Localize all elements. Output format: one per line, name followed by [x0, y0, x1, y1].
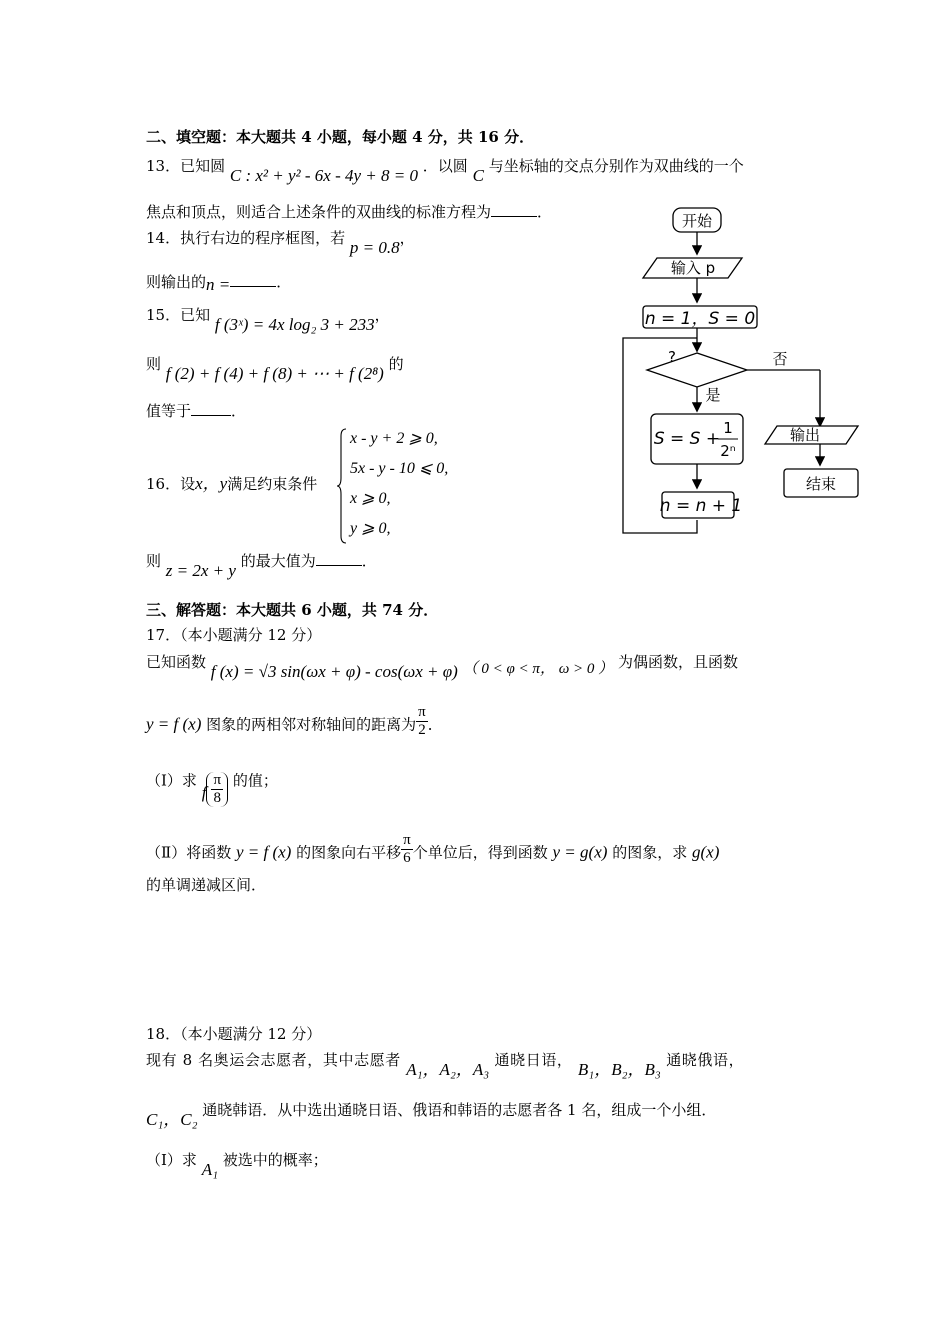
q14-n: n = — [206, 275, 231, 294]
flowchart-yes-label: 是 — [705, 386, 721, 404]
q17-part2-text2: 个单位后，得到函数 — [412, 843, 548, 862]
q18-title: 18．（本小题满分 12 分） — [146, 1025, 322, 1043]
q13-end: ． — [537, 203, 553, 221]
q17-line2 — [146, 704, 443, 743]
q14-line2 — [146, 272, 291, 292]
section2-heading: 二、填空题：本大题共 4 小题，每小题 4 分，共 16 分． — [146, 128, 535, 146]
flowchart-update-s-den: 2ⁿ — [720, 442, 736, 460]
q16-brace-svg — [337, 428, 347, 544]
q13-num: 13．已知圆 — [146, 157, 226, 175]
q17-part1-frac-den: 8 — [213, 790, 221, 806]
q17-part2-label: （Ⅱ）将函数 — [146, 843, 232, 862]
q18-part1 — [146, 1150, 328, 1179]
q18-line2 — [146, 1100, 717, 1129]
q15-line2 — [146, 354, 404, 383]
q17-part1 — [146, 764, 278, 806]
q17-part1-label: （Ⅰ）求 — [146, 771, 197, 790]
q16-brace — [337, 428, 347, 544]
q17-function: f (x) = √3 sin(ωx + φ) - cos(ωx + φ) — [210, 662, 458, 681]
flowchart-init-label: n = 1，S = 0 — [644, 309, 756, 329]
q17-part2-text3: 的图象，求 — [612, 843, 688, 862]
q17-part2-fraction — [401, 832, 413, 867]
q17-text1: 已知函数 — [146, 653, 207, 671]
q14-p-eq: p = 0.8 — [349, 238, 400, 257]
q15-end: ． — [231, 402, 247, 420]
q17-part1-f: f — [201, 782, 207, 802]
q13-line1 — [146, 156, 744, 185]
q18-c: C₁，C₂ — [146, 1110, 198, 1129]
q16-text1: 满足约束条件 — [227, 475, 318, 493]
q17-part1-frac-num: π — [213, 772, 222, 788]
q16-constraint-3: x ⩾ 0, — [350, 490, 391, 507]
q13-line2 — [146, 202, 552, 222]
q16-text2: 的最大值为 — [240, 552, 316, 570]
q13-circle-eq: C : x² + y² - 6x - 4y + 8 = 0 — [229, 166, 418, 185]
q13-answer-blank[interactable] — [491, 202, 537, 217]
q18-text2: 通晓日语， — [494, 1051, 573, 1069]
q16-line2 — [146, 551, 377, 580]
q17-line1 — [146, 652, 738, 681]
q15-num: 15．已知 — [146, 306, 211, 324]
q15-ze: 则 — [146, 355, 162, 373]
q16-constraint-1: x - y + 2 ⩾ 0, — [350, 430, 438, 447]
q17-frac-den: 2 — [418, 722, 426, 738]
flowchart-no-label: 否 — [772, 350, 788, 368]
q18-a: A₁，A₂，A₃ — [406, 1060, 490, 1079]
q18-part1-end: 被选中的概率； — [222, 1151, 328, 1169]
q14-text2: 则输出的 — [146, 273, 207, 291]
q14-num: 14．执行右边的程序框图，若 — [146, 229, 346, 247]
q13-text1: ．以圆 — [422, 157, 468, 175]
q15-sum: f (2) + f (4) + f (8) + ⋯ + f (2⁸) — [165, 364, 384, 383]
q14-comma: ， — [399, 229, 415, 247]
flowchart-start-label: 开始 — [681, 212, 713, 230]
flowchart-update-n-label: n = n + 1 — [659, 496, 743, 516]
q13-c: C — [472, 166, 484, 185]
q17-part1-fraction — [211, 772, 223, 807]
q17-part2-g: y = g(x) — [552, 842, 608, 862]
q17-end: ． — [427, 715, 443, 734]
q17-part2-text1: 的图象向右平移 — [296, 843, 402, 862]
q13-text2: 与坐标轴的交点分别作为双曲线的一个 — [488, 157, 744, 175]
q18-part1-label: （Ⅰ）求 — [146, 1151, 197, 1169]
q14-answer-blank[interactable] — [230, 272, 276, 287]
q17-text3: 图象的两相邻对称轴间的距离为 — [206, 715, 417, 734]
q17-part2-frac-den: 6 — [403, 850, 411, 866]
flowchart-decision-label: ? — [668, 348, 676, 366]
q13-text3: 焦点和顶点，则适合上述条件的双曲线的标准方程为 — [146, 203, 492, 221]
q17-title: 17．（本小题满分 12 分） — [146, 626, 322, 644]
q16-xy: x，y — [195, 474, 228, 493]
q18-part1-a: A₁ — [201, 1160, 219, 1179]
q15-line1 — [146, 305, 390, 334]
q17-y: y = f (x) — [146, 714, 202, 734]
q16-line1 — [146, 474, 317, 494]
q14-end: ． — [276, 273, 292, 291]
flowchart-decision-box — [647, 353, 747, 387]
q17-part2-frac-num: π — [403, 832, 411, 848]
flowchart — [615, 200, 875, 545]
flowchart-end-label: 结束 — [805, 475, 837, 493]
q17-part2-y: y = f (x) — [235, 842, 292, 862]
q16-z: z = 2x + y — [165, 561, 236, 580]
q18-b: B₁，B₂，B₃ — [577, 1060, 661, 1079]
q15-comma: ， — [374, 306, 390, 324]
q17-part2-gx: g(x) — [691, 842, 720, 862]
q18-text1: 现有 8 名奥运会志愿者，其中志愿者 — [146, 1051, 401, 1069]
q16-constraint-4: y ⩾ 0, — [350, 520, 391, 537]
q17-part2-line2: 的单调递减区间． — [146, 876, 267, 894]
q16-end: ． — [361, 552, 377, 570]
q18-line1 — [146, 1050, 745, 1079]
q17-frac-num: π — [418, 704, 426, 720]
q15-de: 的 — [388, 355, 404, 373]
q15-line3 — [146, 401, 246, 421]
q18-text4: 通晓韩语．从中选出通晓日语、俄语和韩语的志愿者各 1 名，组成一个小组． — [202, 1101, 717, 1119]
q17-part1-end: 的值； — [232, 771, 278, 790]
q16-ze: 则 — [146, 552, 162, 570]
flowchart-update-s-left: S = S + — [653, 429, 721, 449]
q15-answer-blank[interactable] — [191, 401, 231, 416]
q15-text3: 值等于 — [146, 402, 192, 420]
q17-part2 — [146, 832, 720, 871]
q15-f-eq: f (3ˣ) = 4x log₂ 3 + 233 — [214, 315, 375, 334]
section3-heading: 三、解答题：本大题共 6 小题，共 74 分． — [146, 601, 439, 619]
q16-answer-blank[interactable] — [316, 551, 362, 566]
flowchart-update-s-num: 1 — [723, 419, 733, 437]
q17-condition: （ 0 < φ < π， ω > 0 ） — [462, 661, 614, 677]
q14-line1 — [146, 228, 415, 257]
q17-text2: 为偶函数，且函数 — [617, 653, 738, 671]
q16-constraint-2: 5x - y - 10 ⩽ 0, — [350, 460, 449, 477]
q16-num: 16．设 — [146, 475, 196, 493]
flowchart-output-label: 输出 — [789, 426, 821, 444]
q17-fraction — [416, 704, 428, 739]
q18-text3: 通晓俄语， — [666, 1051, 745, 1069]
flowchart-input-label: 输入 p — [670, 259, 716, 277]
q17-part1-paren — [206, 772, 228, 807]
